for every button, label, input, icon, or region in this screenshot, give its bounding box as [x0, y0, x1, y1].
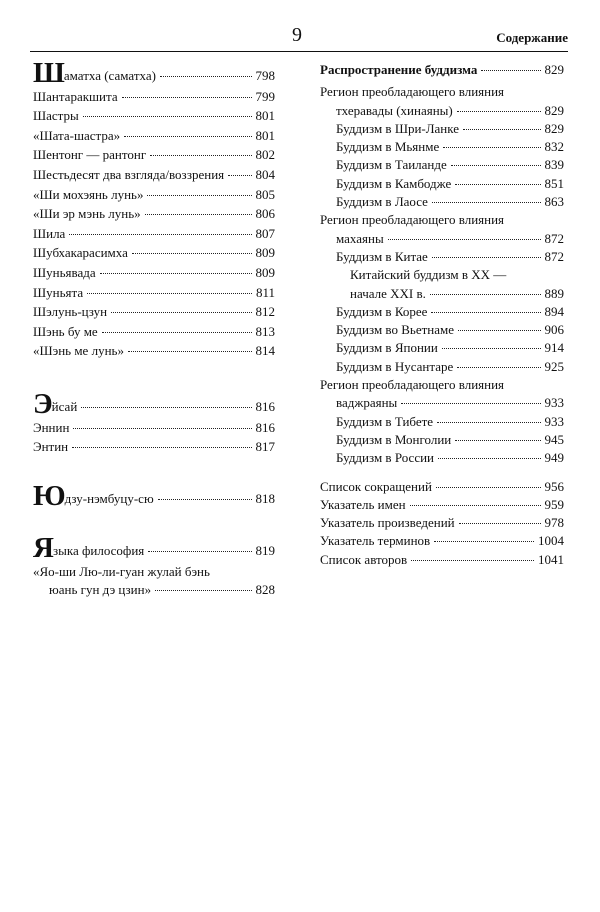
toc-entry-label: «Шата-шастра»: [33, 127, 121, 143]
toc-entry-label: Буддизм в России: [336, 450, 435, 466]
toc-entry[interactable]: [33, 187, 275, 202]
drop-letter: Э: [33, 387, 52, 420]
toc-entry-label: Шила: [33, 225, 66, 241]
toc-entry[interactable]: [33, 420, 275, 435]
dot-leader: [69, 233, 251, 235]
toc-entry-page: 839: [544, 157, 564, 173]
toc-entry[interactable]: [320, 231, 564, 246]
toc-entry-label: зыка философия: [52, 543, 145, 559]
toc-entry-label: Шэлунь-цзун: [33, 304, 108, 320]
toc-entry-label[interactable]: Китайский буддизм в XX —: [350, 267, 507, 283]
toc-entry-label: Эннин: [33, 419, 70, 435]
toc-entry[interactable]: [320, 432, 564, 447]
sh-entries: [33, 89, 275, 359]
dot-leader: [158, 498, 252, 500]
toc-entry[interactable]: [33, 343, 275, 358]
toc-entry-page: 956: [544, 478, 564, 494]
dot-leader: [72, 446, 251, 448]
toc-entry-label: Буддизм в Лаосе: [336, 194, 428, 210]
toc-entry-label[interactable]: «Яо-ши Лю-ли-гуан жулай бэнь: [33, 563, 210, 579]
toc-entry-label: Распространение буддизма: [320, 62, 478, 77]
dot-leader: [388, 238, 541, 240]
toc-entry[interactable]: [320, 157, 564, 172]
toc-right-column: [320, 62, 564, 570]
dot-leader: [132, 252, 252, 254]
toc-entry-page: 816: [255, 398, 275, 414]
dot-leader: [430, 293, 541, 295]
toc-entry-page: 872: [544, 248, 564, 264]
toc-entry-page: 818: [255, 490, 275, 506]
toc-entry[interactable]: [33, 89, 275, 104]
dot-leader: [432, 201, 541, 203]
toc-entry-label: Буддизм в Монголии: [336, 431, 452, 447]
toc-entry[interactable]: [33, 479, 275, 512]
toc-entry[interactable]: [320, 395, 564, 410]
toc-entry-page: 814: [255, 343, 275, 359]
toc-entry-label: Шуньявада: [33, 264, 96, 280]
running-title: Содержание: [496, 30, 568, 45]
toc-entry-page: 889: [544, 285, 564, 301]
dot-leader: [111, 311, 251, 313]
toc-entry-label: Шантаракшита: [33, 88, 118, 104]
toc-entry-label: Буддизм в Нусантаре: [336, 358, 454, 374]
drop-letter: Я: [33, 532, 53, 565]
dot-leader: [102, 331, 252, 333]
dot-leader: [438, 457, 540, 459]
dot-leader: [457, 110, 541, 112]
toc-entry-label: юань гун дэ цзин»: [49, 582, 152, 598]
toc-entry[interactable]: [320, 322, 564, 337]
region-heading[interactable]: Регион преобладающего влияния: [320, 84, 505, 100]
toc-entry-page: 1041: [538, 551, 564, 567]
toc-entry-label: Буддизм в Шри-Ланке: [336, 120, 460, 136]
toc-entry-label: тхеравады (хинаяны): [336, 102, 453, 118]
toc-entry-page: 832: [544, 139, 564, 155]
toc-entry[interactable]: [320, 103, 564, 118]
theravada-entries: [320, 121, 564, 209]
toc-entry-page: 949: [544, 450, 564, 466]
toc-entry-page: 817: [255, 439, 275, 455]
region-heading[interactable]: Регион преобладающего влияния: [320, 377, 505, 393]
dot-leader: [458, 329, 540, 331]
toc-entry-page: 894: [544, 303, 564, 319]
toc-entry-page: 804: [255, 166, 275, 182]
dot-leader: [401, 402, 540, 404]
toc-entry[interactable]: [33, 532, 275, 565]
toc-entry[interactable]: [320, 194, 564, 209]
toc-entry-page: 806: [255, 206, 275, 222]
section-gap: [33, 511, 275, 537]
toc-entry-label: Указатель произведений: [320, 515, 455, 531]
toc-entry[interactable]: [320, 479, 564, 494]
toc-entry[interactable]: [33, 226, 275, 241]
toc-entry-label: Буддизм в Китае: [336, 248, 428, 264]
drop-letter: Ш: [33, 57, 64, 89]
toc-entry-page: 798: [255, 68, 275, 83]
toc-entry-page: 978: [544, 515, 564, 531]
toc-entry-label: «Ши эр мэнь лунь»: [33, 206, 141, 222]
toc-entry-page: 802: [255, 147, 275, 163]
dot-leader: [459, 522, 541, 524]
toc-entry-label: дзу-нэмбуцу-сю: [64, 490, 154, 506]
toc-entry-page: 813: [255, 323, 275, 339]
toc-entry[interactable]: [33, 128, 275, 143]
dot-leader: [434, 540, 534, 542]
toc-entry[interactable]: [33, 304, 275, 319]
toc-left-column: [33, 57, 275, 602]
toc-entry-label: Шастры: [33, 108, 79, 124]
toc-entry-page: 945: [544, 431, 564, 447]
e-entries: [33, 420, 275, 455]
toc-entry-label: Список сокращений: [320, 478, 432, 494]
toc-entry[interactable]: [33, 108, 275, 123]
toc-entry-label: Указатель терминов: [320, 533, 431, 549]
toc-entry-label: Шестьдесят два взгляда/воззрения: [33, 166, 225, 182]
toc-entry-page: 863: [544, 194, 564, 210]
toc-entry-label: Список авторов: [320, 551, 408, 567]
dot-leader: [160, 75, 252, 77]
toc-entry[interactable]: [33, 245, 275, 260]
toc-entry[interactable]: [33, 57, 275, 89]
dot-leader: [431, 311, 540, 313]
dot-leader: [122, 96, 252, 98]
toc-entry-label: «Шэнь ме лунь»: [33, 343, 124, 359]
toc-entry-label: махаяны: [336, 230, 384, 246]
toc-entry[interactable]: [320, 121, 564, 136]
appendix-entries: [320, 479, 564, 567]
dot-leader: [455, 439, 540, 441]
toc-entry-label: Шентонг — рантонг: [33, 147, 147, 163]
toc-entry-page: 829: [544, 62, 564, 77]
toc-entry-page: 914: [544, 340, 564, 356]
toc-entry[interactable]: [33, 285, 275, 300]
dot-leader: [436, 486, 541, 488]
dot-leader: [411, 559, 534, 561]
section-gap: [33, 363, 275, 393]
toc-entry-page: 799: [255, 88, 275, 104]
toc-entry-label: Указатель имен: [320, 496, 406, 512]
mahayana-entries: [320, 304, 564, 374]
toc-entry-label: Буддизм в Таиланде: [336, 157, 447, 173]
toc-entry-page: 906: [544, 322, 564, 338]
toc-entry[interactable]: [320, 515, 564, 530]
dot-leader: [81, 406, 251, 408]
dot-leader: [100, 272, 252, 274]
dot-leader: [145, 213, 252, 215]
dot-leader: [457, 366, 540, 368]
toc-entry[interactable]: [320, 450, 564, 465]
toc-entry-label: Буддизм в Мьянме: [336, 139, 440, 155]
toc-entry[interactable]: [320, 62, 564, 77]
toc-entry-page: 933: [544, 413, 564, 429]
toc-entry-label: ваджраяны: [336, 395, 398, 411]
dot-leader: [410, 504, 541, 506]
toc-entry-page: 816: [255, 419, 275, 435]
toc-entry[interactable]: [320, 304, 564, 319]
toc-entry-page: 1004: [538, 533, 564, 549]
toc-entry[interactable]: [33, 582, 275, 597]
toc-entry-page: 805: [255, 186, 275, 202]
vajrayana-entries: [320, 414, 564, 466]
toc-entry[interactable]: [33, 147, 275, 162]
dot-leader: [150, 154, 251, 156]
toc-entry-label: начале XXI в.: [350, 285, 426, 301]
toc-entry-page: 801: [255, 108, 275, 124]
toc-entry-label: аматха (саматха): [63, 68, 156, 83]
toc-entry-label: Буддизм в Корее: [336, 303, 428, 319]
toc-entry-page: 959: [544, 496, 564, 512]
dot-leader: [442, 347, 541, 349]
dot-leader: [451, 164, 541, 166]
toc-entry[interactable]: [320, 176, 564, 191]
toc-entry[interactable]: [33, 439, 275, 454]
dot-leader: [128, 350, 252, 352]
page-number: 9: [292, 24, 302, 46]
toc-entry[interactable]: [320, 249, 564, 264]
toc-entry[interactable]: [33, 167, 275, 182]
dot-leader: [432, 256, 541, 258]
toc-entry-label: «Ши мохэянь лунь»: [33, 186, 144, 202]
toc-entry-label: Шэнь бу ме: [33, 323, 98, 339]
dot-leader: [83, 115, 252, 117]
dot-leader: [87, 292, 252, 294]
dot-leader: [463, 128, 540, 130]
dot-leader: [437, 421, 540, 423]
dot-leader: [228, 174, 251, 176]
toc-entry-page: 829: [544, 120, 564, 136]
toc-entry-label: Буддизм во Вьетнаме: [336, 322, 455, 338]
toc-entry-page: 811: [255, 284, 275, 300]
toc-entry[interactable]: [33, 387, 275, 420]
toc-entry[interactable]: [320, 340, 564, 355]
toc-entry[interactable]: [320, 414, 564, 429]
dot-leader: [443, 146, 540, 148]
dot-leader: [124, 135, 251, 137]
toc-entry-label: Энтин: [33, 439, 69, 455]
toc-entry-page: 809: [255, 245, 275, 261]
toc-entry-page: 829: [544, 102, 564, 118]
toc-entry[interactable]: [33, 324, 275, 339]
section-gap: [33, 459, 275, 485]
toc-entry-label: Шуньята: [33, 284, 84, 300]
toc-entry-label: йсай: [51, 398, 78, 414]
header-rule: [30, 51, 568, 52]
toc-entry[interactable]: [320, 139, 564, 154]
toc-entry-page: 819: [255, 543, 275, 559]
toc-entry-page: 925: [544, 358, 564, 374]
toc-entry-page: 801: [255, 127, 275, 143]
dot-leader: [481, 69, 540, 71]
section-gap: [320, 469, 564, 479]
toc-entry-label: Буддизм в Японии: [336, 340, 438, 356]
toc-entry[interactable]: [320, 552, 564, 567]
dot-leader: [455, 183, 540, 185]
toc-entry-page: 828: [255, 582, 275, 598]
dot-leader: [155, 589, 251, 591]
toc-entry-page: 809: [255, 264, 275, 280]
toc-entry[interactable]: [33, 206, 275, 221]
toc-entry[interactable]: [33, 265, 275, 280]
toc-entry[interactable]: [320, 359, 564, 374]
toc-entry[interactable]: [320, 497, 564, 512]
toc-entry-label: Шубхакарасимха: [33, 245, 128, 261]
toc-entry-page: 872: [544, 230, 564, 246]
dot-leader: [147, 194, 251, 196]
toc-entry-label: Буддизм в Камбодже: [336, 175, 452, 191]
toc-entry-page: 851: [544, 175, 564, 191]
dot-leader: [148, 550, 251, 552]
toc-entry[interactable]: [320, 533, 564, 548]
toc-entry[interactable]: [320, 286, 564, 301]
drop-letter: Ю: [33, 479, 65, 512]
toc-entry-label: Буддизм в Тибете: [336, 413, 434, 429]
toc-entry-page: 933: [544, 395, 564, 411]
toc-entry-page: 812: [255, 304, 275, 320]
toc-entry-page: 807: [255, 225, 275, 241]
dot-leader: [73, 427, 251, 429]
region-heading[interactable]: Регион преобладающего влияния: [320, 212, 505, 228]
